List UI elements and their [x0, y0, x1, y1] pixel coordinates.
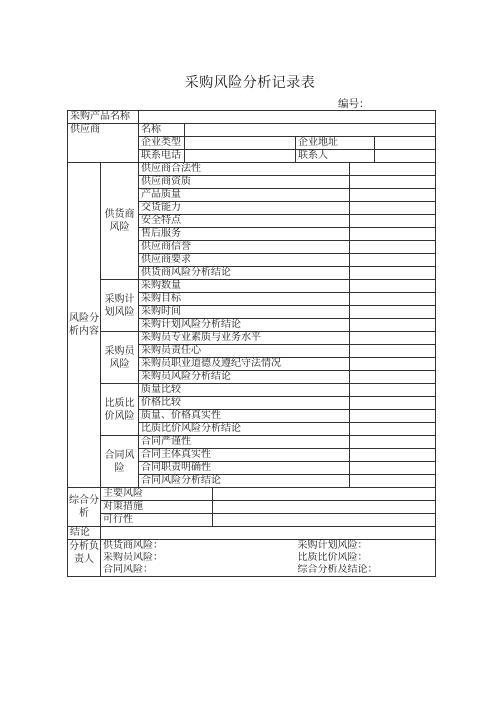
- risk-item-field[interactable]: [350, 306, 436, 319]
- contact-person-label: 联系人: [296, 150, 375, 163]
- risk-item-label: 售后服务: [139, 228, 350, 241]
- risk-item-field[interactable]: [350, 410, 436, 423]
- risk-group-label: 采购计划风险: [101, 280, 139, 332]
- contact-person-field[interactable]: [375, 150, 436, 163]
- risk-item-label: 供应商合法性: [139, 163, 350, 176]
- risk-item-field[interactable]: [350, 436, 436, 449]
- risk-analysis-label: 风险分析内容: [68, 163, 101, 488]
- risk-item-label: 合同严谨性: [139, 436, 350, 449]
- risk-item-label: 供应商信誉: [139, 241, 350, 254]
- risk-item-field[interactable]: [350, 241, 436, 254]
- risk-item-field[interactable]: [350, 397, 436, 410]
- summary-conclusion-signer: 综合分析及结论：: [296, 564, 436, 577]
- supplier-risk-signer: 供货商风险：: [101, 540, 296, 553]
- summary-label: 综合分析: [68, 488, 101, 527]
- analyst-label: 分析负责人: [68, 540, 101, 577]
- risk-item-field[interactable]: [350, 280, 436, 293]
- risk-conclusion-field[interactable]: [350, 267, 436, 280]
- risk-conclusion-field[interactable]: [350, 371, 436, 384]
- risk-item-field[interactable]: [350, 358, 436, 371]
- risk-conclusion-label: 比质比价风险分析结论: [139, 423, 350, 436]
- risk-item-field[interactable]: [350, 449, 436, 462]
- risk-analysis-form: [67, 110, 436, 577]
- risk-item-field[interactable]: [350, 215, 436, 228]
- risk-conclusion-field[interactable]: [350, 475, 436, 488]
- summary-item-label: 对策措施: [101, 501, 213, 514]
- risk-item-label: 采购数量: [139, 280, 350, 293]
- enterprise-type-field[interactable]: [185, 137, 296, 150]
- risk-item-label: 合同主体真实性: [139, 449, 350, 462]
- risk-item-field[interactable]: [350, 228, 436, 241]
- summary-item-field[interactable]: [213, 488, 436, 501]
- risk-item-label: 采购员职业道德及遵纪守法情况: [139, 358, 350, 371]
- supplier-name-label: 名称: [139, 124, 185, 137]
- risk-item-field[interactable]: [350, 384, 436, 397]
- product-name-label: 采购产品名称: [68, 111, 139, 124]
- conclusion-label: 结论: [68, 527, 101, 540]
- risk-item-field[interactable]: [350, 202, 436, 215]
- risk-item-field[interactable]: [350, 462, 436, 475]
- risk-item-field[interactable]: [350, 345, 436, 358]
- risk-conclusion-field[interactable]: [350, 319, 436, 332]
- supplier-name-field[interactable]: [185, 124, 436, 137]
- conclusion-field[interactable]: [101, 527, 436, 540]
- summary-item-field[interactable]: [213, 501, 436, 514]
- risk-item-label: 供应商要求: [139, 254, 350, 267]
- risk-item-label: 采购时间: [139, 306, 350, 319]
- plan-risk-signer: 采购计划风险：: [296, 540, 436, 553]
- risk-group-label: 比质比价风险: [101, 384, 139, 436]
- risk-item-label: 采购员责任心: [139, 345, 350, 358]
- risk-item-field[interactable]: [350, 176, 436, 189]
- risk-item-label: 供应商资质: [139, 176, 350, 189]
- risk-item-label: 合同职责明确性: [139, 462, 350, 475]
- summary-item-label: 可行性: [101, 514, 213, 527]
- summary-item-field[interactable]: [213, 514, 436, 527]
- buyer-risk-signer: 采购员风险：: [103, 552, 163, 563]
- enterprise-type-label: 企业类型: [139, 137, 185, 150]
- risk-group-label: 采购员风险: [101, 332, 139, 384]
- risk-item-label: 价格比较: [139, 397, 350, 410]
- contract-risk-signer: 合同风险：: [101, 564, 296, 577]
- summary-item-label: 主要风险: [101, 488, 213, 501]
- contact-phone-label: 联系电话: [139, 150, 185, 163]
- serial-number-label: 编号：: [338, 98, 370, 110]
- product-name-field[interactable]: [139, 111, 436, 124]
- risk-item-label: 安全特点: [139, 215, 350, 228]
- risk-item-field[interactable]: [350, 293, 436, 306]
- supplier-label: 供应商: [68, 124, 139, 163]
- risk-item-label: 采购员专业素质与业务水平: [139, 332, 350, 345]
- compare-risk-signer: 比质比价风险：: [296, 552, 436, 564]
- risk-item-label: 质量比较: [139, 384, 350, 397]
- risk-conclusion-label: 采购计划风险分析结论: [139, 319, 350, 332]
- risk-conclusion-label: 供货商风险分析结论: [139, 267, 350, 280]
- risk-item-label: 采购目标: [139, 293, 350, 306]
- risk-item-label: 产品质量: [139, 189, 350, 202]
- risk-item-field[interactable]: [350, 163, 436, 176]
- enterprise-address-field[interactable]: [375, 137, 436, 150]
- risk-group-label: 合同风险: [101, 436, 139, 488]
- risk-item-field[interactable]: [350, 189, 436, 202]
- risk-item-label: 交货能力: [139, 202, 350, 215]
- enterprise-address-label: 企业地址: [296, 137, 375, 150]
- risk-item-label: 质量、价格真实性: [139, 410, 350, 423]
- page-title: 采购风险分析记录表: [184, 75, 316, 91]
- contact-phone-field[interactable]: [185, 150, 296, 163]
- risk-item-field[interactable]: [350, 254, 436, 267]
- risk-group-label: 供货商风险: [101, 163, 139, 280]
- risk-item-field[interactable]: [350, 332, 436, 345]
- risk-conclusion-label: 合同风险分析结论: [139, 475, 350, 488]
- risk-conclusion-field[interactable]: [350, 423, 436, 436]
- risk-conclusion-label: 采购员风险分析结论: [139, 371, 350, 384]
